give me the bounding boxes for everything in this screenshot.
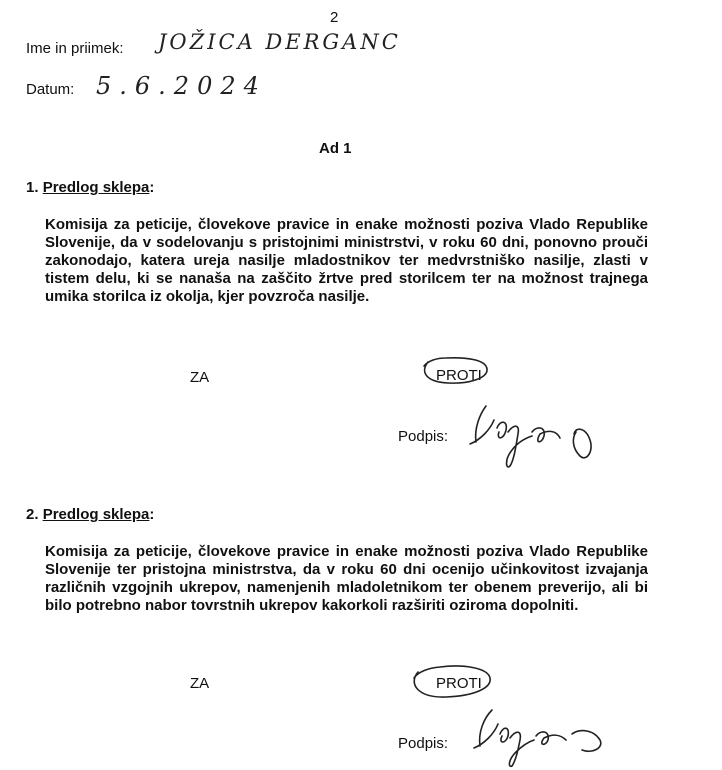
proposal-2-proti: PROTI <box>436 675 482 692</box>
section-title: Ad 1 <box>319 140 352 157</box>
proposal-1-za: ZA <box>190 369 210 386</box>
proposal-1-colon: : <box>149 179 155 196</box>
date-label: Datum: <box>26 81 75 98</box>
proposal-1-number: 1. <box>26 179 39 196</box>
proposal-2-colon: : <box>149 506 155 523</box>
proposal-1-text: Komisija za peticije, človekove pravice in enake možnosti poziva Vlado Republike Slovenije, da v sodelovanju s pristojnimi ministrstvi, v roku 60 dni, ponovno prouči zakonodajo, katera ureja nasilje mladostnikov ter medvrstniško nasilje, zlasti v tistem delu, ki se nanaša na zaščito žrtve pred storilcem ter na možnost trajnega umika storilca iz okolja, kjer povzroča nasilje. <box>45 216 648 305</box>
proposal-2-signature-label: Podpis: <box>398 735 449 752</box>
proposal-2-text: Komisija za peticije, človekove pravice in enake možnosti poziva Vlado Republike Slovenije ter pristojna ministrstva, da v roku 60 dni ocenijo učinkovitost izvajanja različnih vzgojnih ukrepov, namenjenih mladoletnikom ter obenem preverijo, ali bi bilo potrebno nabor tovrstnih ukrepov kakorkoli razširiti oziroma dopolniti. <box>45 543 648 614</box>
proposal-1-signature-label: Podpis: <box>398 428 449 445</box>
proposal-2-za: ZA <box>190 675 210 692</box>
proposal-1-proti: PROTI <box>436 367 482 384</box>
page-number: 2 <box>330 9 339 26</box>
proposal-2-heading-text: Predlog sklepa <box>42 506 150 523</box>
name-label: Ime in priimek: <box>26 40 124 57</box>
proposal-2-number: 2. <box>26 506 39 523</box>
proposal-1-heading-text: Predlog sklepa <box>42 179 150 196</box>
handwritten-date: 5.6.2024 <box>96 72 267 100</box>
handwritten-name: JOŽICA DERGANC <box>158 30 401 54</box>
